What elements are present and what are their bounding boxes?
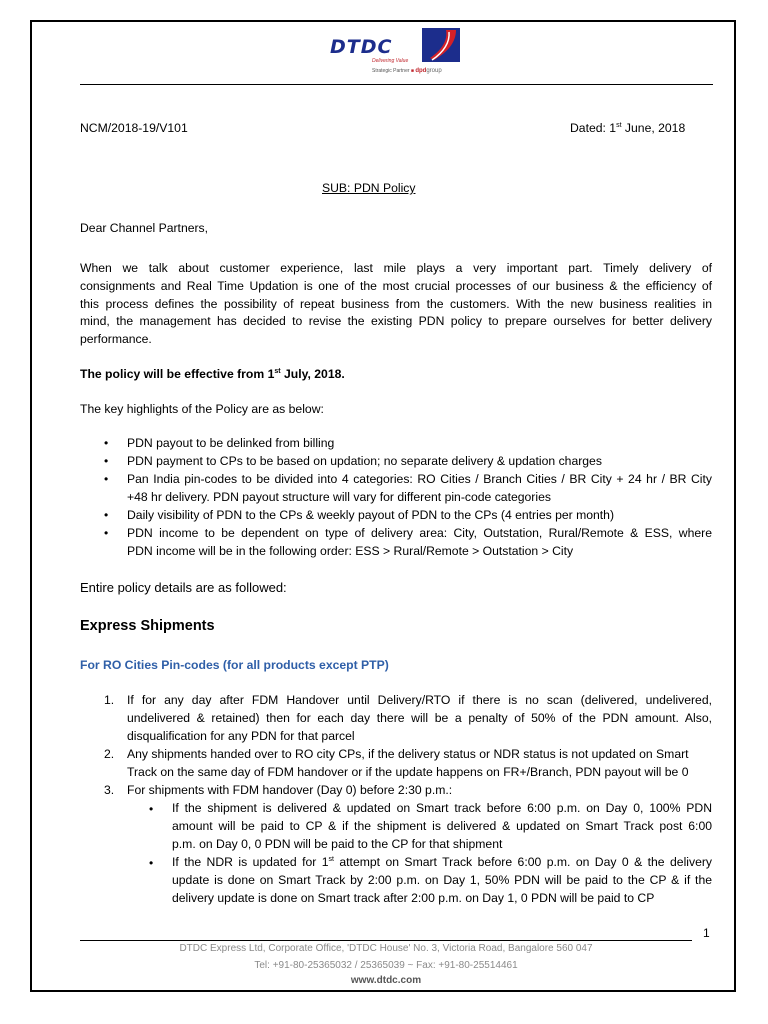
sub-bullet-item-cont: amount will be paid to CP & if the shipment is delivered & updated on Smart Track post 6:00 [172, 819, 712, 833]
highlight-item: PDN income to be dependent on type of delivery area: City, Outstation, Rural/Remote & ESS, where [127, 526, 712, 540]
salutation: Dear Channel Partners, [80, 221, 209, 235]
policy-details-intro: Entire policy details are as followed: [80, 580, 287, 595]
sub-bullet-item: If the shipment is delivered & updated on Smart track before 6:00 p.m. on Day 0, 100% PDN [172, 801, 712, 815]
effective-prefix: The policy will be effective from 1 [80, 367, 275, 381]
footer-website[interactable]: www.dtdc.com [350, 975, 422, 986]
sub-bullet-item [172, 854, 712, 872]
logo-swoosh-icon [422, 28, 460, 62]
effective-date [80, 366, 345, 384]
document-date [570, 120, 685, 138]
effective-sup: st [274, 367, 281, 375]
intro-line: When we talk about customer experience, last mile plays a very important part. Timely delivery of [80, 261, 712, 275]
dpd-cube-icon: ■ [410, 68, 414, 74]
sub-bullet-item-cont: p.m. on Day 0, 0 PDN will be paid to the CP for that shipment [172, 837, 503, 851]
intro-line: consignments and Real Time Updation is one of the most crucial processes of our business & the efficiency of [80, 279, 712, 293]
bullet-icon: • [104, 526, 109, 540]
intro-line: performance. [80, 332, 152, 346]
dtdc-logo [330, 27, 470, 79]
numbered-item: If for any day after FDM Handover until Delivery/RTO if there is no scan (delivered, undelivered, [127, 693, 712, 707]
numbered-item: Any shipments handed over to RO city CPs, if the delivery status or NDR status is not updated on Smart [127, 747, 689, 761]
highlight-item: PDN payment to CPs to be based on updation; no separate delivery & updation charges [127, 454, 602, 468]
highlights-intro: The key highlights of the Policy are as below: [80, 402, 324, 416]
bullet-icon: • [149, 802, 154, 816]
partner-suffix: group [426, 68, 442, 74]
section-title: Express Shipments [80, 618, 215, 634]
highlight-item: PDN payout to be delinked from billing [127, 436, 335, 450]
bullet-icon: • [149, 856, 154, 870]
strategic-partner [372, 68, 442, 74]
partner-prefix: Strategic Partner [372, 68, 410, 74]
date-prefix: Dated: 1 [570, 121, 617, 135]
bullet-icon: • [104, 454, 109, 468]
effective-suffix: July, 2018. [280, 367, 345, 381]
footer-contact: Tel: +91-80-25365032 / 25365039 ~ Fax: +91-80-25514461 [254, 960, 518, 971]
sub-bullet-prefix: If the NDR is updated for 1 [172, 855, 329, 869]
highlight-item-cont: +48 hr delivery. PDN payout structure will vary for different pin-code categories [127, 490, 551, 504]
highlight-item-cont: PDN income will be in the following order: ESS > Rural/Remote > Outstation > City [127, 544, 574, 558]
date-suffix: June, 2018 [621, 121, 686, 135]
sub-bullet-item-cont: delivery update is done on Smart track after 2:00 p.m. on Day 1, 0 PDN will be paid to CP [172, 891, 655, 905]
logo-tagline: Delivering Value [372, 58, 409, 64]
numbered-item: For shipments with FDM handover (Day 0) before 2:30 p.m.: [127, 783, 453, 797]
reference-number: NCM/2018-19/V101 [80, 121, 188, 135]
sub-bullet-sup: st [328, 855, 334, 863]
intro-line: this process defines the possibility of repeat business from the customers. With the new business realities in [80, 297, 712, 311]
list-number: 2. [104, 747, 115, 761]
list-number: 3. [104, 783, 115, 797]
sub-bullet-suffix: attempt on Smart Track before 6:00 p.m. on Day 0 & the delivery [333, 855, 713, 869]
date-sup: st [616, 121, 622, 129]
page-number: 1 [703, 926, 710, 940]
subsection-title: For RO Cities Pin-codes (for all products except PTP) [80, 658, 389, 672]
intro-line: mind, the management has decided to revise the existing PDN policy to prepare ourselves for better delivery [80, 314, 712, 328]
header-divider [80, 84, 713, 85]
numbered-item-cont: Track on the same day of FDM handover or if the update happens on FR+/Branch, PDN payout will be 0 [127, 765, 689, 779]
sub-bullet-item-cont: update is done on Smart Track by 2:00 p.m. on Day 1, 50% PDN will be paid to the CP & if the [172, 873, 712, 887]
bullet-icon: • [104, 508, 109, 522]
numbered-item-cont: disqualification for any PDN for that parcel [127, 729, 355, 743]
highlight-item: Daily visibility of PDN to the CPs & weekly payout of PDN to the CPs (4 entries per month) [127, 508, 615, 522]
partner-brand: dpd [415, 68, 427, 74]
footer-address: DTDC Express Ltd, Corporate Office, 'DTDC House' No. 3, Victoria Road, Bangalore 560 047 [179, 943, 593, 954]
subject-line: SUB: PDN Policy [322, 181, 416, 195]
numbered-item-cont: undelivered & retained) then for each day there will be a penalty of 50% of the PDN amount. Also, [127, 711, 712, 725]
list-number: 1. [104, 693, 115, 707]
bullet-icon: • [104, 472, 109, 486]
highlight-item: Pan India pin-codes to be divided into 4 categories: RO Cities / Branch Cities / BR City + 24 hr / BR City [127, 472, 712, 486]
bullet-icon: • [104, 436, 109, 450]
footer-divider [80, 940, 692, 941]
logo-wordmark: DTDC [330, 36, 393, 58]
